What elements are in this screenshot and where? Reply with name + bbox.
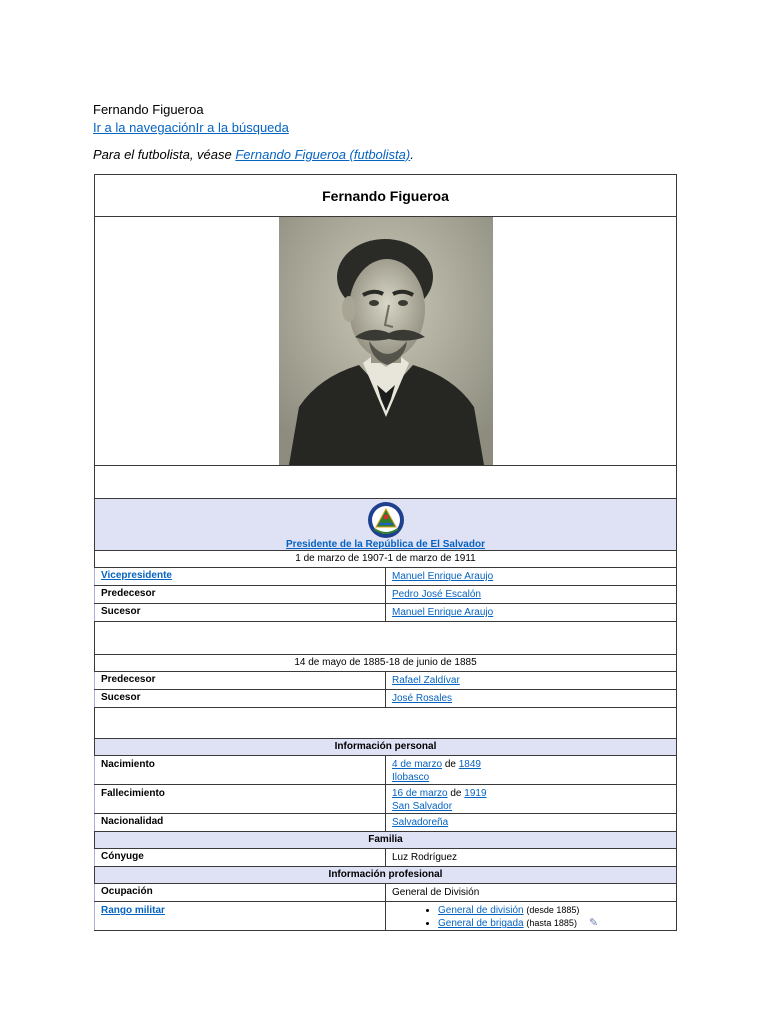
birth-de: de — [444, 759, 456, 770]
infobox-title: Fernando Figueroa — [95, 175, 677, 217]
birth-label: Nacimiento — [95, 756, 386, 785]
infobox — [94, 174, 677, 931]
spacer-row — [95, 466, 677, 499]
pencil-icon[interactable]: ✎ — [588, 917, 599, 929]
successor-link-2[interactable]: José Rosales — [392, 693, 453, 704]
el-salvador-coat-of-arms-icon[interactable] — [366, 501, 406, 539]
office-link[interactable]: Presidente de la República de El Salvador — [286, 539, 485, 550]
death-value — [386, 785, 677, 814]
death-de: de — [450, 788, 462, 799]
rank-item — [438, 904, 670, 917]
predecessor-value — [386, 586, 677, 604]
rank-label-link[interactable]: Rango militar — [101, 905, 165, 916]
term-2: 14 de mayo de 1885-18 de junio de 1885 — [95, 655, 677, 672]
birth-day-link[interactable]: 4 de marzo — [392, 759, 443, 770]
rank-note: (hasta 1885) — [526, 918, 577, 928]
term-1: 1 de marzo de 1907-1 de marzo de 1911 — [95, 551, 677, 568]
vicepresident-label — [95, 568, 386, 586]
successor-link[interactable]: Manuel Enrique Araujo — [392, 607, 494, 618]
successor-label-2: Sucesor — [95, 690, 386, 708]
vicepresident-value-link[interactable]: Manuel Enrique Araujo — [392, 571, 494, 582]
spacer-row — [95, 708, 677, 739]
page-title: Fernando Figueroa — [93, 102, 204, 117]
rank-label — [95, 902, 386, 931]
spouse-value: Luz Rodríguez — [386, 849, 677, 867]
family-heading: Familia — [95, 832, 677, 849]
nationality-link[interactable]: Salvadoreña — [392, 817, 449, 828]
rank-link[interactable]: General de división — [438, 905, 524, 916]
spouse-label: Cónyuge — [95, 849, 386, 867]
portrait-photo[interactable] — [279, 217, 493, 465]
rank-link[interactable]: General de brigada — [438, 918, 524, 929]
birth-value — [386, 756, 677, 785]
predecessor-value-2 — [386, 672, 677, 690]
occupation-value: General de División — [386, 884, 677, 902]
professional-info-heading: Información profesional — [95, 867, 677, 884]
spacer-row — [95, 622, 677, 655]
hatnote-link[interactable]: Fernando Figueroa (futbolista) — [235, 147, 411, 162]
jump-links — [93, 120, 289, 135]
death-label: Fallecimiento — [95, 785, 386, 814]
skip-to-search-link[interactable]: Ir a la búsqueda — [195, 120, 289, 135]
death-place-link[interactable]: San Salvador — [392, 801, 453, 812]
hatnote — [93, 147, 414, 162]
death-year-link[interactable]: 1919 — [464, 788, 487, 799]
rank-value — [386, 902, 677, 931]
skip-to-navigation-link[interactable]: Ir a la navegación — [93, 120, 196, 135]
vicepresident-link[interactable]: Vicepresidente — [101, 570, 172, 581]
rank-list — [392, 904, 670, 930]
rank-note: (desde 1885) — [526, 905, 580, 915]
vicepresident-value — [386, 568, 677, 586]
predecessor-label-2: Predecesor — [95, 672, 386, 690]
portrait-cell — [95, 217, 677, 466]
predecessor-label: Predecesor — [95, 586, 386, 604]
predecessor-link[interactable]: Pedro José Escalón — [392, 589, 481, 600]
birth-year-link[interactable]: 1849 — [458, 759, 481, 770]
predecessor-link-2[interactable]: Rafael Zaldívar — [392, 675, 460, 686]
hatnote-prefix: Para el futbolista, véase — [93, 147, 236, 162]
successor-value-2 — [386, 690, 677, 708]
death-day-link[interactable]: 16 de marzo — [392, 788, 448, 799]
hatnote-suffix: . — [410, 147, 414, 162]
personal-info-heading: Información personal — [95, 739, 677, 756]
nationality-label: Nacionalidad — [95, 814, 386, 832]
successor-label: Sucesor — [95, 604, 386, 622]
successor-value — [386, 604, 677, 622]
occupation-label: Ocupación — [95, 884, 386, 902]
nationality-value — [386, 814, 677, 832]
rank-item — [438, 917, 670, 930]
office-header — [95, 499, 677, 551]
birth-place-link[interactable]: Ilobasco — [392, 772, 430, 783]
